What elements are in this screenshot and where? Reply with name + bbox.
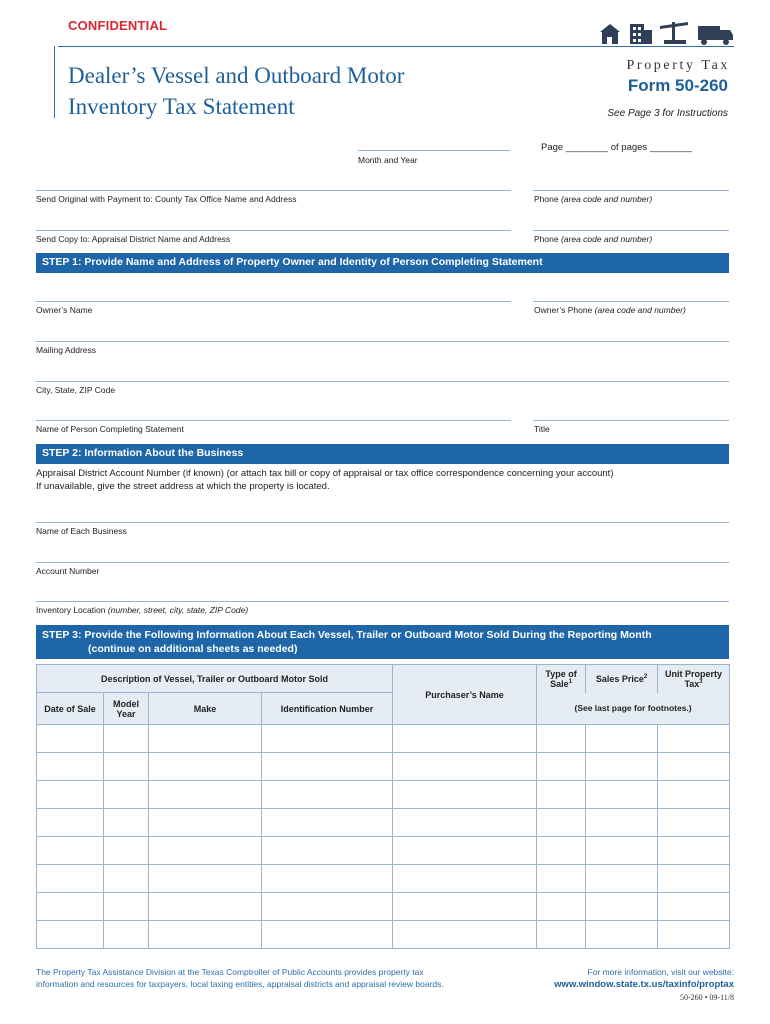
step1-heading: STEP 1: Provide Name and Address of Property Owner and Identity of Person Completing Statement [36, 253, 729, 273]
table-cell[interactable] [104, 893, 149, 921]
table-cell[interactable] [658, 865, 730, 893]
inventory-location-hint: (number, street, city, state, ZIP Code) [107, 605, 249, 615]
table-cell[interactable] [537, 725, 586, 753]
owner-name-line[interactable] [36, 301, 511, 302]
table-cell[interactable] [149, 837, 262, 865]
col-model-year: Model Year [104, 693, 149, 725]
footer-disclaimer [36, 966, 496, 990]
city-state-zip-line[interactable] [36, 381, 729, 382]
table-cell[interactable] [658, 753, 730, 781]
col-sales-price [586, 665, 658, 693]
col-date-of-sale: Date of Sale [37, 693, 104, 725]
send-original-line[interactable] [36, 190, 511, 191]
col-tax-text: Unit Property Tax [665, 668, 723, 689]
col-type-of-sale [537, 665, 586, 693]
title-label: Title [534, 424, 550, 434]
table-cell[interactable] [37, 893, 104, 921]
table-row [37, 893, 730, 921]
table-cell[interactable] [586, 865, 658, 893]
step2-heading: STEP 2: Information About the Business [36, 444, 729, 464]
table-cell[interactable] [37, 865, 104, 893]
table-row [37, 865, 730, 893]
send-copy-phone-line[interactable] [533, 230, 729, 231]
step3-heading-line2: (continue on additional sheets as needed) [88, 643, 298, 655]
month-year-label: Month and Year [358, 155, 418, 165]
step3-heading [36, 625, 729, 659]
account-number-line[interactable] [36, 562, 729, 563]
owner-phone-hint: (area code and number) [594, 305, 686, 315]
table-cell[interactable] [658, 837, 730, 865]
table-cell[interactable] [658, 809, 730, 837]
table-cell[interactable] [658, 921, 730, 949]
table-cell[interactable] [537, 753, 586, 781]
owner-phone-line[interactable] [533, 301, 729, 302]
table-cell[interactable] [262, 781, 393, 809]
confidential-label: CONFIDENTIAL [68, 18, 168, 33]
table-cell[interactable] [104, 753, 149, 781]
inventory-location-label [36, 605, 248, 615]
table-cell[interactable] [37, 781, 104, 809]
send-original-phone-label [534, 194, 652, 204]
owner-phone-text: Owner’s Phone [534, 305, 593, 315]
title-line[interactable] [533, 420, 729, 421]
account-number-label: Account Number [36, 566, 100, 576]
table-cell[interactable] [586, 809, 658, 837]
table-row [37, 781, 730, 809]
col-price-text: Sales Price [595, 673, 644, 684]
footer-line1: The Property Tax Assistance Division at the Texas Comptroller of Public Accounts provides property tax [36, 967, 424, 977]
table-cell[interactable] [37, 837, 104, 865]
table-cell[interactable] [586, 725, 658, 753]
table-cell[interactable] [586, 837, 658, 865]
table-cell[interactable] [37, 753, 104, 781]
table-cell[interactable] [262, 809, 393, 837]
table-cell[interactable] [37, 809, 104, 837]
col-type-text: Type of Sale [545, 668, 577, 689]
footer-more-info: For more information, visit our website: [587, 967, 734, 977]
table-cell[interactable] [104, 865, 149, 893]
table-cell[interactable] [537, 921, 586, 949]
col-purchaser-name: Purchaser’s Name [393, 665, 537, 725]
form-title [68, 60, 404, 122]
form-title-line2: Inventory Tax Statement [68, 94, 295, 119]
table-row [37, 921, 730, 949]
table-cell[interactable] [37, 921, 104, 949]
business-names-line[interactable] [36, 522, 729, 523]
owner-name-label: Owner’s Name [36, 305, 93, 315]
table-cell[interactable] [586, 893, 658, 921]
table-cell[interactable] [262, 865, 393, 893]
footer-website-block [554, 966, 734, 991]
header-accent-bar [54, 46, 55, 118]
table-cell[interactable] [104, 921, 149, 949]
table-cell[interactable] [149, 865, 262, 893]
header-rule [58, 46, 734, 47]
step2-instructions-line1: Appraisal District Account Number (if known) (or attach tax bill or copy of appraisal or tax office correspondence concerning your account) [36, 468, 614, 479]
property-type-icons [598, 18, 734, 46]
table-cell[interactable] [262, 725, 393, 753]
description-group-header: Description of Vessel, Trailer or Outboard Motor Sold [37, 665, 393, 693]
table-cell[interactable] [262, 893, 393, 921]
inventory-location-line[interactable] [36, 601, 729, 602]
phone-hint: (area code and number) [560, 234, 653, 244]
table-cell[interactable] [537, 781, 586, 809]
table-cell[interactable] [586, 753, 658, 781]
footnote-1: 1 [568, 678, 572, 685]
table-cell[interactable] [393, 893, 537, 921]
table-cell[interactable] [586, 921, 658, 949]
table-cell[interactable] [658, 725, 730, 753]
table-cell[interactable] [149, 753, 262, 781]
step3-heading-line1: STEP 3: Provide the Following Information About Each Vessel, Trailer or Outboard Motor Sold During the Reporting Month [42, 629, 652, 641]
table-cell[interactable] [393, 837, 537, 865]
table-cell[interactable] [393, 865, 537, 893]
table-cell[interactable] [537, 837, 586, 865]
table-row [37, 837, 730, 865]
table-row [37, 809, 730, 837]
col-make: Make [149, 693, 262, 725]
form-number: Form 50-260 [627, 76, 728, 95]
owner-phone-label [534, 305, 686, 315]
table-cell[interactable] [104, 809, 149, 837]
vessel-sales-table [36, 664, 730, 949]
table-cell[interactable] [149, 921, 262, 949]
form-title-line1: Dealer’s Vessel and Outboard Motor [68, 63, 405, 88]
table-cell[interactable] [393, 921, 537, 949]
month-year-line[interactable] [358, 150, 510, 151]
table-cell[interactable] [537, 865, 586, 893]
table-cell[interactable] [537, 809, 586, 837]
send-copy-line[interactable] [36, 230, 511, 231]
step2-instructions-line2: If unavailable, give the street address at which the property is located. [36, 481, 330, 492]
table-cell[interactable] [537, 893, 586, 921]
send-original-phone-line[interactable] [533, 190, 729, 191]
col-identification-number: Identification Number [262, 693, 393, 725]
footnote-note: (See last page for footnotes.) [537, 693, 730, 725]
mailing-address-line[interactable] [36, 341, 729, 342]
phone-label: Phone [534, 194, 559, 204]
table-cell[interactable] [149, 893, 262, 921]
mailing-address-label: Mailing Address [36, 345, 97, 355]
col-unit-property-tax [658, 665, 730, 693]
table-cell[interactable] [149, 781, 262, 809]
table-row [37, 725, 730, 753]
send-copy-phone-label [534, 234, 652, 244]
inventory-location-text: Inventory Location [36, 605, 106, 615]
table-cell[interactable] [149, 809, 262, 837]
table-cell[interactable] [262, 921, 393, 949]
table-body [37, 725, 730, 949]
person-completing-label: Name of Person Completing Statement [36, 424, 184, 434]
instructions-note: See Page 3 for Instructions [607, 108, 728, 119]
table-cell[interactable] [104, 725, 149, 753]
footnote-2: 2 [643, 673, 648, 680]
table-row [37, 753, 730, 781]
phone-label: Phone [534, 234, 559, 244]
table-cell[interactable] [586, 781, 658, 809]
send-original-label: Send Original with Payment to: County Tax Office Name and Address [36, 194, 297, 204]
table-cell[interactable] [104, 781, 149, 809]
person-completing-line[interactable] [36, 420, 511, 421]
table-cell[interactable] [393, 781, 537, 809]
table-cell[interactable] [262, 753, 393, 781]
footer-line2: information and resources for taxpayers, local taxing entities, appraisal districts and appraisal review boards. [36, 979, 444, 989]
city-state-zip-label: City, State, ZIP Code [36, 385, 116, 395]
table-cell[interactable] [104, 837, 149, 865]
table-cell[interactable] [658, 893, 730, 921]
table-cell[interactable] [393, 753, 537, 781]
form-code: 50-260 • 09-11/8 [679, 993, 734, 1002]
step2-instructions [36, 467, 614, 493]
table-cell[interactable] [262, 837, 393, 865]
phone-hint: (area code and number) [560, 194, 653, 204]
form-category: Property Tax [626, 58, 730, 73]
business-names-label: Name of Each Business [36, 526, 127, 536]
page-count-field[interactable]: Page ________ of pages ________ [541, 142, 693, 153]
table-cell[interactable] [658, 781, 730, 809]
table-cell[interactable] [37, 725, 104, 753]
table-cell[interactable] [393, 809, 537, 837]
footnote-3: 3 [699, 678, 703, 685]
send-copy-label: Send Copy to: Appraisal District Name and Address [36, 234, 231, 244]
table-cell[interactable] [149, 725, 262, 753]
table-cell[interactable] [393, 725, 537, 753]
website-link[interactable]: www.window.state.tx.us/taxinfo/proptax [554, 979, 734, 990]
